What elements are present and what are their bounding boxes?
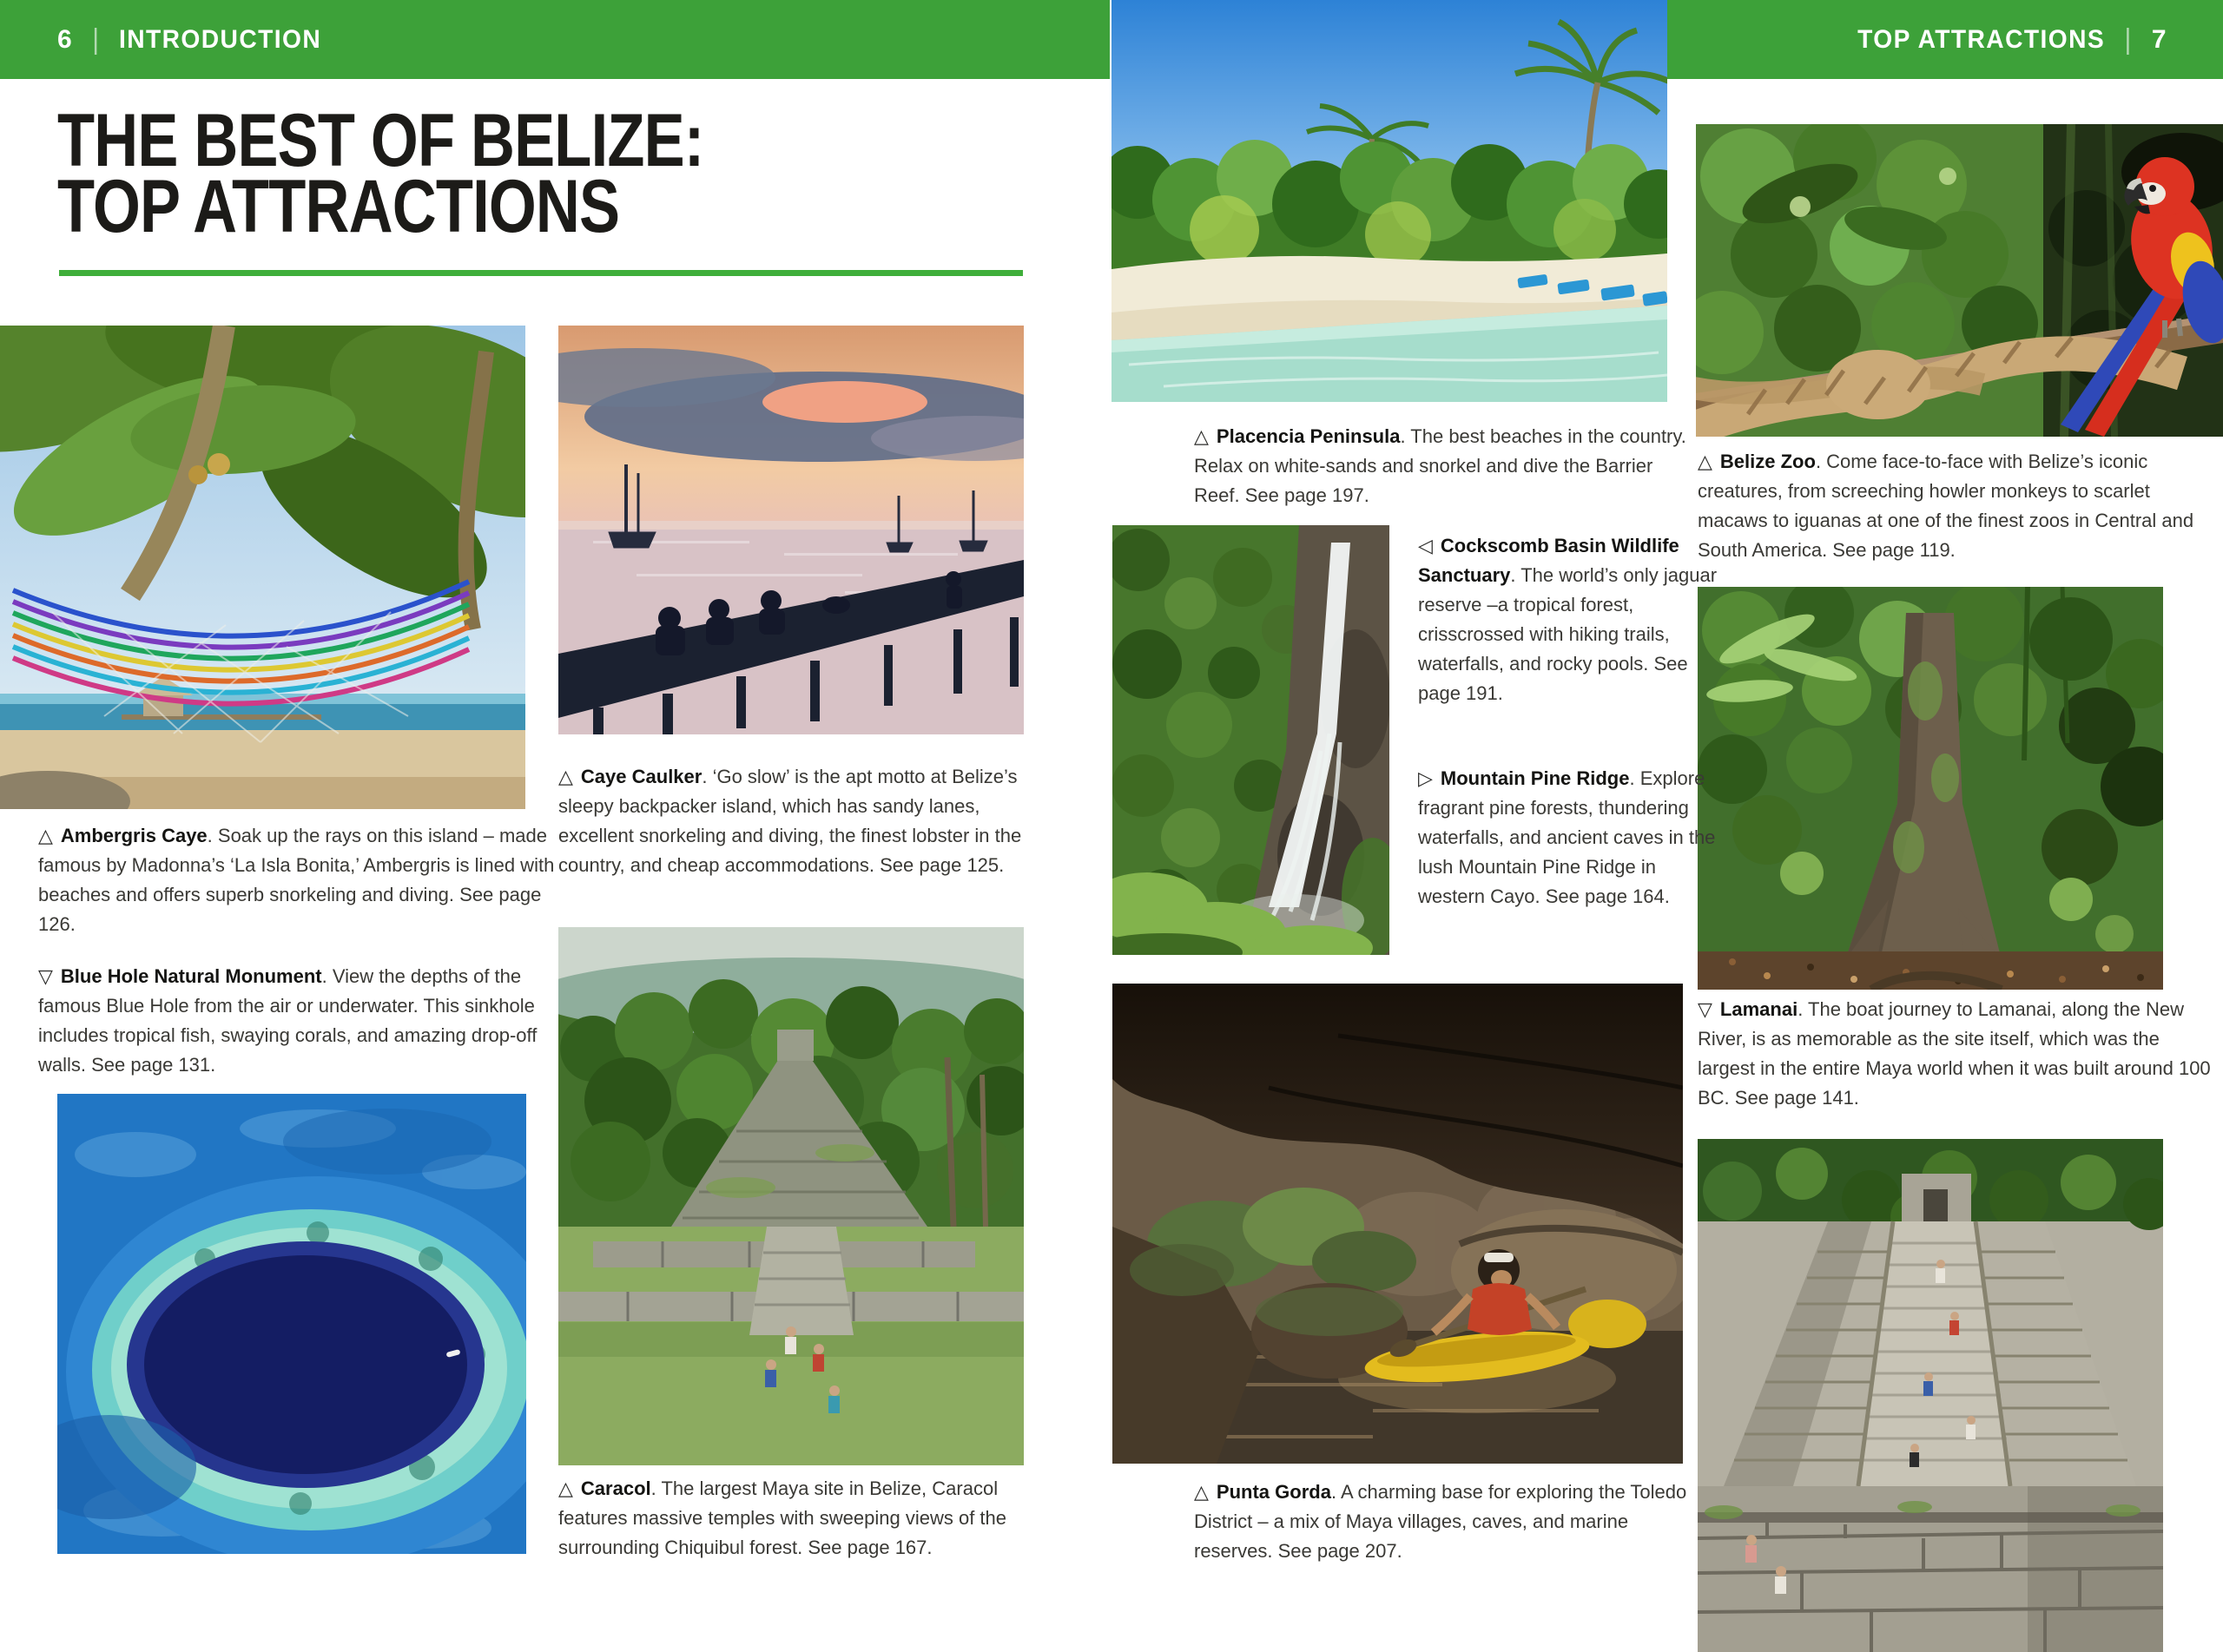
attraction-name: Blue Hole Natural Monument (60, 965, 322, 987)
triangle-up-icon: △ (558, 1478, 573, 1499)
attraction-name: Lamanai (1719, 998, 1798, 1020)
hammock-beach-image (0, 326, 525, 809)
attraction-desc: . The best beaches in the country. Relax on white-sands and snorkel and dive the Barrier Reef. See page 197. (1194, 425, 1686, 506)
caracol-maya-site-image (558, 927, 1024, 1465)
section-label-right: TOP ATTRACTIONS (1857, 24, 2106, 54)
caption-caye-caulker (558, 762, 1045, 880)
attraction-desc: . View the depths of the famous Blue Hole from the air or underwater. This sinkhole includes tropical fish, swaying corals, and amazing drop-off walls. See page 131. (38, 965, 538, 1076)
attraction-desc: . The boat journey to Lamanai, along the New River, is as memorable as the site itself, which was the largest in the entire Maya world when it was built around 100 BC. See page 141. (1698, 998, 2211, 1109)
attraction-name: Cockscomb Basin Wildlife Sanctuary (1418, 535, 1679, 586)
caption-lamanai (1698, 995, 2212, 1113)
section-label-left: INTRODUCTION (119, 24, 322, 54)
page-number-left: 6 (57, 24, 74, 54)
triangle-up-icon: △ (1194, 1481, 1209, 1503)
title-line-2: TOP ATTRACTIONS (57, 165, 620, 248)
attraction-name: Caracol (580, 1478, 651, 1499)
caption-belize-zoo (1698, 447, 2212, 565)
photo-lamanai-temple (1698, 1139, 2163, 1652)
attraction-desc: . The world’s only jaguar reserve –a tropical forest, crisscrossed with hiking trails, waterfalls, and rocky pools. See page 191. (1418, 564, 1718, 704)
rainforest-tree-image (1698, 587, 2163, 990)
photo-blue-hole (57, 1094, 526, 1554)
title-line-1: THE BEST OF BELIZE: (57, 99, 704, 182)
photo-placencia-beach (1112, 0, 1667, 402)
photo-ambergris-caye-hammock (0, 326, 525, 809)
page-number-right: 7 (2151, 24, 2167, 54)
caption-caracol (558, 1474, 1045, 1563)
triangle-up-icon: △ (1194, 425, 1209, 447)
triangle-right-icon: ▷ (1418, 767, 1433, 789)
photo-cockscomb-waterfall (1112, 525, 1389, 955)
triangle-up-icon: △ (558, 766, 573, 787)
maya-temple-stairs-image (1698, 1139, 2163, 1652)
page-title (57, 99, 704, 248)
cave-kayaking-image (1112, 984, 1683, 1464)
header-divider: | (2124, 23, 2133, 56)
caption-placencia-peninsula (1194, 422, 1698, 510)
caption-ambergris-caye (38, 821, 559, 939)
attraction-desc: . ‘Go slow’ is the apt motto at Belize’s sleepy backpacker island, which has sandy lanes, excellent snorkeling and diving, the finest lobster in the country, and cheap accommodations. See page 125. (558, 766, 1022, 876)
photo-caracol-ruins (558, 927, 1024, 1465)
attraction-name: Mountain Pine Ridge (1440, 767, 1630, 789)
scarlet-macaw-image (1696, 124, 2223, 437)
caption-punta-gorda (1194, 1478, 1698, 1566)
triangle-down-icon: ▽ (1698, 998, 1712, 1020)
attraction-name: Punta Gorda (1216, 1481, 1331, 1503)
title-rule (59, 270, 1023, 276)
attraction-name: Ambergris Caye (60, 825, 208, 846)
pier-sunset-image (558, 326, 1024, 734)
attraction-name: Caye Caulker (580, 766, 703, 787)
attraction-desc: . A charming base for exploring the Toledo District – a mix of Maya villages, caves, and marine reserves. See page 207. (1194, 1481, 1687, 1562)
triangle-up-icon: △ (1698, 451, 1712, 472)
triangle-up-icon: △ (38, 825, 53, 846)
triangle-down-icon: ▽ (38, 965, 53, 987)
triangle-left-icon: ◁ (1418, 535, 1433, 556)
photo-jungle-tree (1698, 587, 2163, 990)
attraction-desc: . Soak up the rays on this island – made famous by Madonna’s ‘La Isla Bonita,’ Ambergris is lined with beaches and offers superb snorkeling and diving. See page 126. (38, 825, 555, 935)
caption-blue-hole (38, 962, 559, 1080)
caption-mountain-pine-ridge (1418, 764, 1718, 912)
blue-hole-aerial-image (57, 1094, 526, 1554)
photo-punta-gorda-cave-kayak (1112, 984, 1683, 1464)
attraction-name: Placencia Peninsula (1216, 425, 1401, 447)
photo-caye-caulker-pier (558, 326, 1024, 734)
waterfall-image (1112, 525, 1389, 955)
attraction-desc: . Come face-to-face with Belize’s iconic creatures, from screeching howler monkeys to scarlet macaws to iguanas at one of the finest zoos in Central and South America. See page 119. (1698, 451, 2194, 561)
placencia-beach-image (1112, 0, 1667, 402)
header-right (1667, 0, 2223, 79)
header-left (0, 0, 1110, 79)
attraction-desc: . Explore fragrant pine forests, thundering waterfalls, and ancient caves in the lush Mountain Pine Ridge in western Cayo. See page 164. (1418, 767, 1716, 907)
attraction-desc: . The largest Maya site in Belize, Caracol features massive temples with sweeping views of the surrounding Chiquibul forest. See page 167. (558, 1478, 1007, 1558)
attraction-name: Belize Zoo (1719, 451, 1816, 472)
caption-cockscomb-basin (1418, 531, 1718, 708)
header-divider: | (92, 23, 101, 56)
photo-belize-zoo-macaw (1696, 124, 2223, 437)
